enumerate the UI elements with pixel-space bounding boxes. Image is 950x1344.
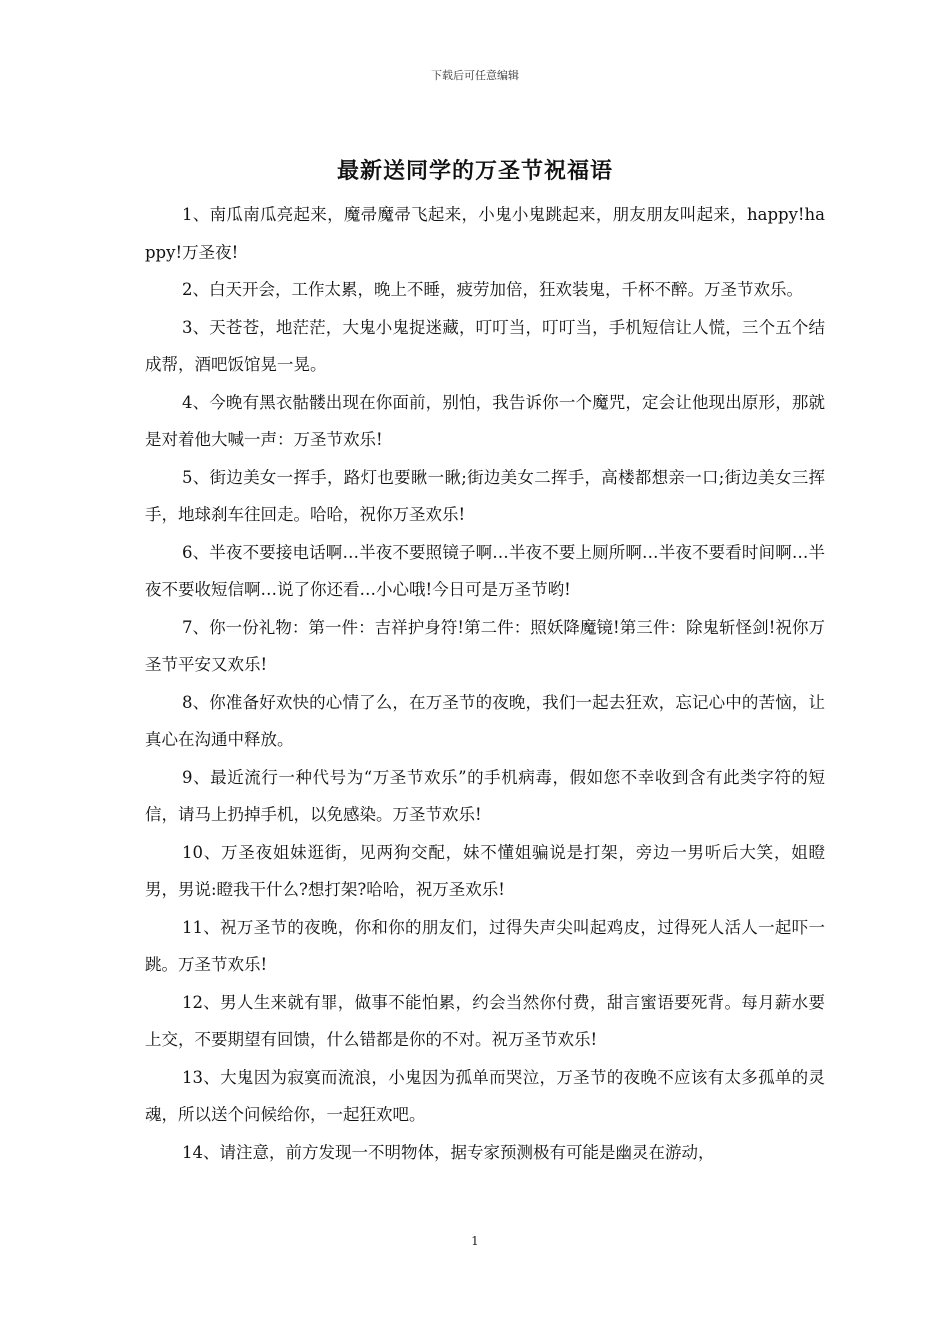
greeting-paragraph-8: 8、你准备好欢快的心情了么，在万圣节的夜晚，我们一起去狂欢，忘记心中的苦恼，让真心在沟通中释放。 xyxy=(145,692,825,749)
greeting-paragraph-7: 7、你一份礼物：第一件：吉祥护身符!第二件：照妖降魔镜!第三件：除鬼斩怪剑!祝你万圣节平安又欢乐! xyxy=(145,617,825,674)
greeting-paragraph-5: 5、街边美女一挥手，路灯也要瞅一瞅;街边美女二挥手，高楼都想亲一口;街边美女三挥手，地球刹车往回走。哈哈，祝你万圣欢乐! xyxy=(145,467,825,524)
greeting-paragraph-10: 10、万圣夜姐妹逛街，见两狗交配，妹不懂姐骗说是打架，旁边一男听后大笑，姐瞪男，男说:瞪我干什么?想打架?哈哈，祝万圣欢乐! xyxy=(145,842,825,899)
greeting-paragraph-9: 9、最近流行一种代号为“万圣节欢乐”的手机病毒，假如您不幸收到含有此类字符的短信，请马上扔掉手机，以免感染。万圣节欢乐! xyxy=(145,767,825,824)
greeting-paragraph-4: 4、今晚有黑衣骷髅出现在你面前，别怕，我告诉你一个魔咒，定会让他现出原形，那就是对着他大喊一声：万圣节欢乐! xyxy=(145,392,825,449)
document-body xyxy=(145,196,825,1171)
greeting-paragraph-6: 6、半夜不要接电话啊…半夜不要照镜子啊…半夜不要上厕所啊…半夜不要看时间啊…半夜不要收短信啊…说了你还看…小心哦!今日可是万圣节哟! xyxy=(145,542,825,599)
greeting-paragraph-1: 1、南瓜南瓜亮起来，魔帚魔帚飞起来，小鬼小鬼跳起来，朋友朋友叫起来，happy!happy!万圣夜! xyxy=(145,205,825,262)
document-title: 最新送同学的万圣节祝福语 xyxy=(336,159,613,184)
greeting-paragraph-11: 11、祝万圣节的夜晚，你和你的朋友们，过得失声尖叫起鸡皮，过得死人活人一起吓一跳。万圣节欢乐! xyxy=(145,917,825,974)
greeting-paragraph-14: 14、请注意，前方发现一不明物体，据专家预测极有可能是幽灵在游动， xyxy=(182,1142,715,1162)
greeting-paragraph-3: 3、天苍苍，地茫茫，大鬼小鬼捉迷藏，叮叮当，叮叮当，手机短信让人慌，三个五个结成帮，酒吧饭馆晃一晃。 xyxy=(145,317,825,374)
header-note: 下载后可任意编辑 xyxy=(431,69,519,82)
greeting-paragraph-2: 2、白天开会，工作太累，晚上不睡，疲劳加倍，狂欢装鬼，千杯不醉。万圣节欢乐。 xyxy=(182,280,803,299)
page-number: 1 xyxy=(471,1234,479,1248)
greeting-paragraph-12: 12、男人生来就有罪，做事不能怕累，约会当然你付费，甜言蜜语要死背。每月薪水要上交，不要期望有回馈，什么错都是你的不对。祝万圣节欢乐! xyxy=(145,992,825,1049)
greeting-paragraph-13: 13、大鬼因为寂寞而流浪，小鬼因为孤单而哭泣，万圣节的夜晚不应该有太多孤单的灵魂，所以送个问候给你，一起狂欢吧。 xyxy=(145,1067,825,1124)
